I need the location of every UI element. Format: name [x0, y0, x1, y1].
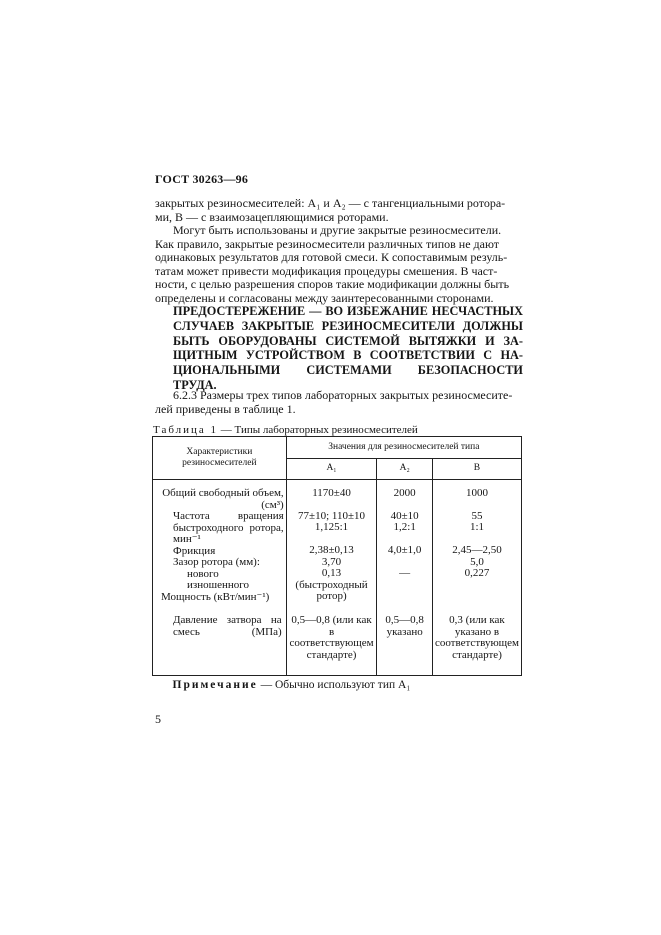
table-caption: [153, 424, 418, 436]
label-friction: Фрикция: [173, 544, 216, 557]
page-number: 5: [155, 712, 161, 726]
col-a2-values: [377, 480, 433, 604]
cell: 0,5—0,8 (или как в соответствующем стандарте): [286, 603, 377, 676]
cell: 0,13 (быстроходный ротор): [295, 567, 368, 602]
cell: 2,38±0,13: [309, 544, 354, 556]
paragraph-rotor-types: [155, 197, 523, 224]
label-gap: Зазор ротора (мм):: [173, 556, 260, 568]
header-col-b: B: [432, 459, 521, 480]
mixer-types-table: [152, 436, 522, 692]
text-line: ности, с целью разрешения споров такие модификации должны быть: [155, 277, 510, 291]
header-characteristics: Характеристики резиносмесителей: [153, 437, 287, 480]
warning-line: ЩИТНЫМ УСТРОЙСТВОМ В СООТВЕТСТВИИ С НА-: [173, 348, 523, 363]
warning-line: СЛУЧАЕВ ЗАКРЫТЫЕ РЕЗИНОСМЕСИТЕЛИ ДОЛЖНЫ: [173, 318, 523, 333]
header-col-a1: A₁: [286, 459, 377, 480]
header-col-a2: A₂: [377, 459, 433, 480]
text-line: 6.2.3 Размеры трех типов лабораторных закрытых резиносмесите-: [173, 388, 513, 402]
col-b-values: [432, 480, 521, 604]
text-line: Как правило, закрытые резиносмесители различных типов не дают: [155, 236, 500, 251]
text-line: ми, B — с взаимозацепляющимися роторами.: [155, 209, 389, 224]
label-pressure: Давление затвора на смесь (МПа): [153, 603, 287, 676]
cell: 1,125:1: [314, 521, 349, 533]
cell: 40±10: [390, 509, 419, 522]
cell: 3,70: [321, 555, 342, 568]
text-line: одинаковых результатов для готовой смеси. К сопоставимым резуль-: [155, 250, 508, 264]
row-labels: [153, 480, 287, 604]
document-header: ГОСТ 30263—96: [155, 172, 249, 186]
label-gap-worn: изношенного: [187, 579, 249, 591]
warning-line: ТРУДА.: [173, 377, 217, 392]
cell: 0,3 (или как указано в соответствующем стандарте): [432, 603, 521, 676]
label-gap-new: нового: [187, 567, 219, 580]
cell: 0,227: [464, 567, 490, 579]
cell: 1:1: [469, 521, 484, 533]
cell: 2,45—2,50: [452, 544, 502, 556]
label-speed: Частота вращения быстроходного ротора, мин⁻¹: [173, 510, 284, 545]
warning-line: ЦИОНАЛЬНЫМИ СИСТЕМАМИ БЕЗОПАСНОСТИ: [173, 363, 523, 378]
table-row: [153, 603, 522, 676]
text-line: закрытых резиносмесителей: A₁ и A₂ — с тангенциальными ротора-: [155, 196, 506, 210]
cell: 1,2:1: [393, 521, 416, 533]
cell: 1170±40: [312, 487, 351, 499]
note-text: — Обычно используют тип A₁: [257, 679, 411, 691]
table-caption-text: — Типы лабораторных резиносмесителей: [218, 424, 418, 436]
cell: 5,0: [470, 555, 484, 568]
warning-line: БЫТЬ ОБОРУДОВАНЫ СИСТЕМОЙ ВЫТЯЖКИ И ЗА-: [173, 333, 523, 348]
text-line: Могут быть использованы и другие закрытые резиносмесители.: [173, 223, 502, 237]
cell: 1000: [465, 487, 488, 499]
text-line: татам может привести модификация процедуры смешения. В част-: [155, 263, 498, 278]
table-caption-label: Таблица 1: [153, 424, 219, 436]
label-power: Мощность (кВт/мин⁻¹): [161, 590, 270, 603]
note-label: Примечание: [172, 679, 258, 691]
cell: 55: [471, 509, 483, 522]
label-volume: Общий свободный объем, (см³): [162, 487, 284, 511]
paragraph-6-2-3: [155, 389, 523, 416]
header-values: Значения для резиносмесителей типа: [286, 437, 521, 459]
cell: —: [399, 567, 411, 579]
cell: 4,0±1,0: [387, 544, 422, 556]
table-note: [153, 676, 522, 692]
warning-line: ПРЕДОСТЕРЕЖЕНИЕ — ВО ИЗБЕЖАНИЕ НЕСЧАСТНЫХ: [173, 304, 523, 318]
table-note-row: [153, 676, 522, 692]
cell: 77±10; 110±10: [298, 509, 366, 522]
col-a1-values: [286, 480, 377, 604]
text-line: лей приведены в таблице 1.: [155, 401, 296, 416]
cell: 2000: [393, 487, 416, 499]
text-line: определены и согласованы между заинтересованными сторонами.: [155, 290, 494, 305]
safety-warning: [173, 304, 523, 393]
table-row: [153, 480, 522, 604]
paragraph-other-mixers: [155, 224, 523, 305]
cell: 0,5—0,8 указано: [377, 603, 433, 676]
